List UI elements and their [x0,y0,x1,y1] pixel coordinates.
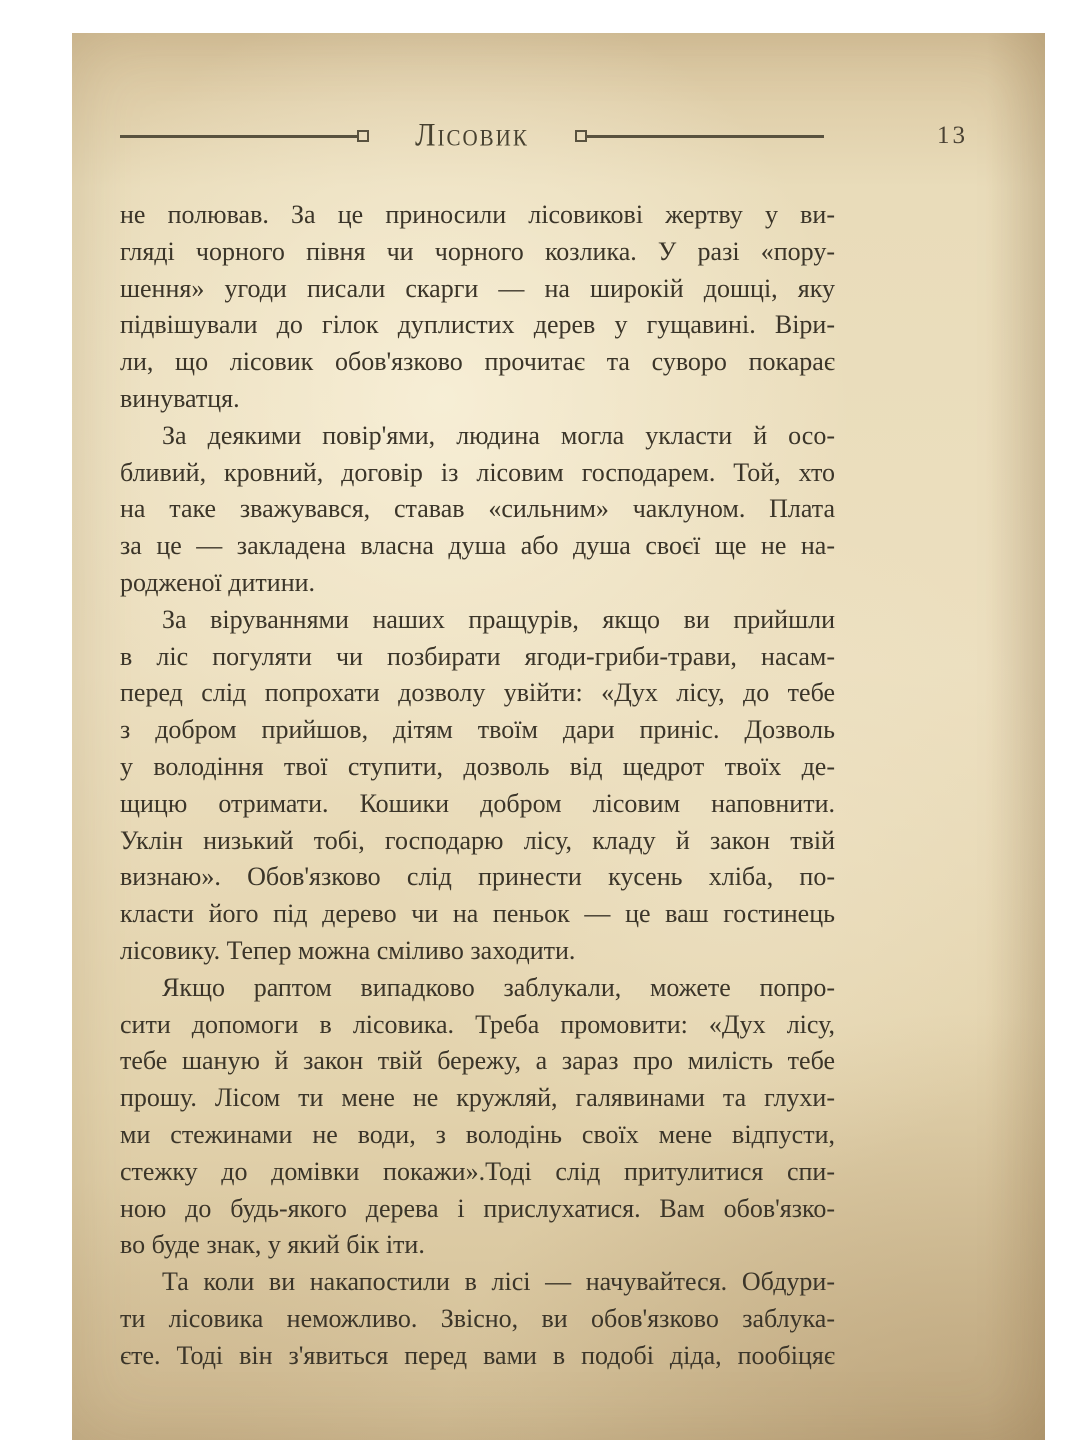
text-line: на таке зважувався, ставав «сильним» чаклуном. Плата [120,494,835,524]
page-number: 13 [937,122,968,149]
text-line: Уклін низький тобі, господарю лісу, кладу й закон твій [120,825,835,855]
text-line: ми стежинами не води, з володінь своїх мене відпусти, [120,1119,835,1149]
text-line: з добром прийшов, дітям твоїм дари приніс. Дозволь [120,715,835,745]
text-line: За деякими повір'ями, людина могла укласти й осо- [162,420,835,450]
text-block [120,197,835,1375]
text-line: прошу. Лісом ти мене не кружляй, галявинами та глухи- [120,1083,835,1113]
paragraph [120,418,835,602]
text-line: не полював. За це приносили лісовикові жертву у ви- [120,200,835,229]
text-line: винуватця. [120,383,240,413]
book-page [72,33,1045,1440]
text-line: підвішували до гілок дуплистих дерев у гущавині. Віри- [120,310,835,340]
chapter-title: Лісовик [415,117,529,154]
text-line: тебе шаную й закон твій бережу, а зараз про милість тебе [120,1046,835,1076]
header-rule-right [587,135,824,138]
text-line: бливий, кровний, договір із лісовим господарем. Той, хто [120,457,835,487]
text-line: Та коли ви накапостили в лісі — начувайтеся. Обдури- [162,1267,835,1297]
text-line: в ліс погуляти чи позбирати ягоди-гриби-трави, насам- [120,641,835,671]
text-line: ною до будь-якого дерева і прислухатися. Вам обов'язко- [120,1193,835,1223]
square-ornament-left-icon [357,130,369,142]
page-header [120,111,968,161]
header-rule-group [120,119,824,153]
text-line: класти його під дерево чи на пеньок — це ваш гостинець [120,899,835,929]
text-line: у володіння твої ступити, дозволь від щедрот твоїх де- [120,751,835,781]
text-line: ли, що лісовик обов'язково прочитає та суворо покарає [120,347,835,377]
text-line: визнаю». Обов'язково слід принести кусень хліба, по- [120,862,835,892]
text-line: перед слід попрохати дозволу увійти: «Дух лісу, до тебе [120,678,835,708]
square-ornament-right-icon [575,130,587,142]
text-line: єте. Тоді він з'явиться перед вами в подобі діда, пообіцяє [120,1340,835,1370]
text-line: ти лісовика неможливо. Звісно, ви обов'язково заблука- [120,1303,835,1333]
text-line: за це — закладена власна душа або душа своєї ще не на- [120,531,835,561]
paragraph [120,602,835,970]
text-line: стежку до домівки покажи».Тоді слід притулитися спи- [120,1156,835,1186]
header-rule-left [120,135,357,138]
text-line: родженої дитини. [120,567,316,597]
text-line: лісовику. Тепер можна сміливо заходити. [120,935,576,965]
text-line: За віруваннями наших пращурів, якщо ви прийшли [162,604,835,634]
text-line: шення» угоди писали скарги — на широкій дошці, яку [120,273,835,303]
text-line: щицю отримати. Кошики добром лісовим наповнити. [120,788,835,818]
paragraph [120,970,835,1264]
paragraph [120,197,835,418]
paragraph [120,1264,835,1374]
text-line: сити допомоги в лісовика. Треба промовити: «Дух лісу, [120,1009,835,1039]
text-line: во буде знак, у який бік іти. [120,1230,425,1260]
text-line: Якщо раптом випадково заблукали, можете попро- [162,972,835,1002]
text-line: гляді чорного півня чи чорного козлика. У разі «пору- [120,236,835,266]
